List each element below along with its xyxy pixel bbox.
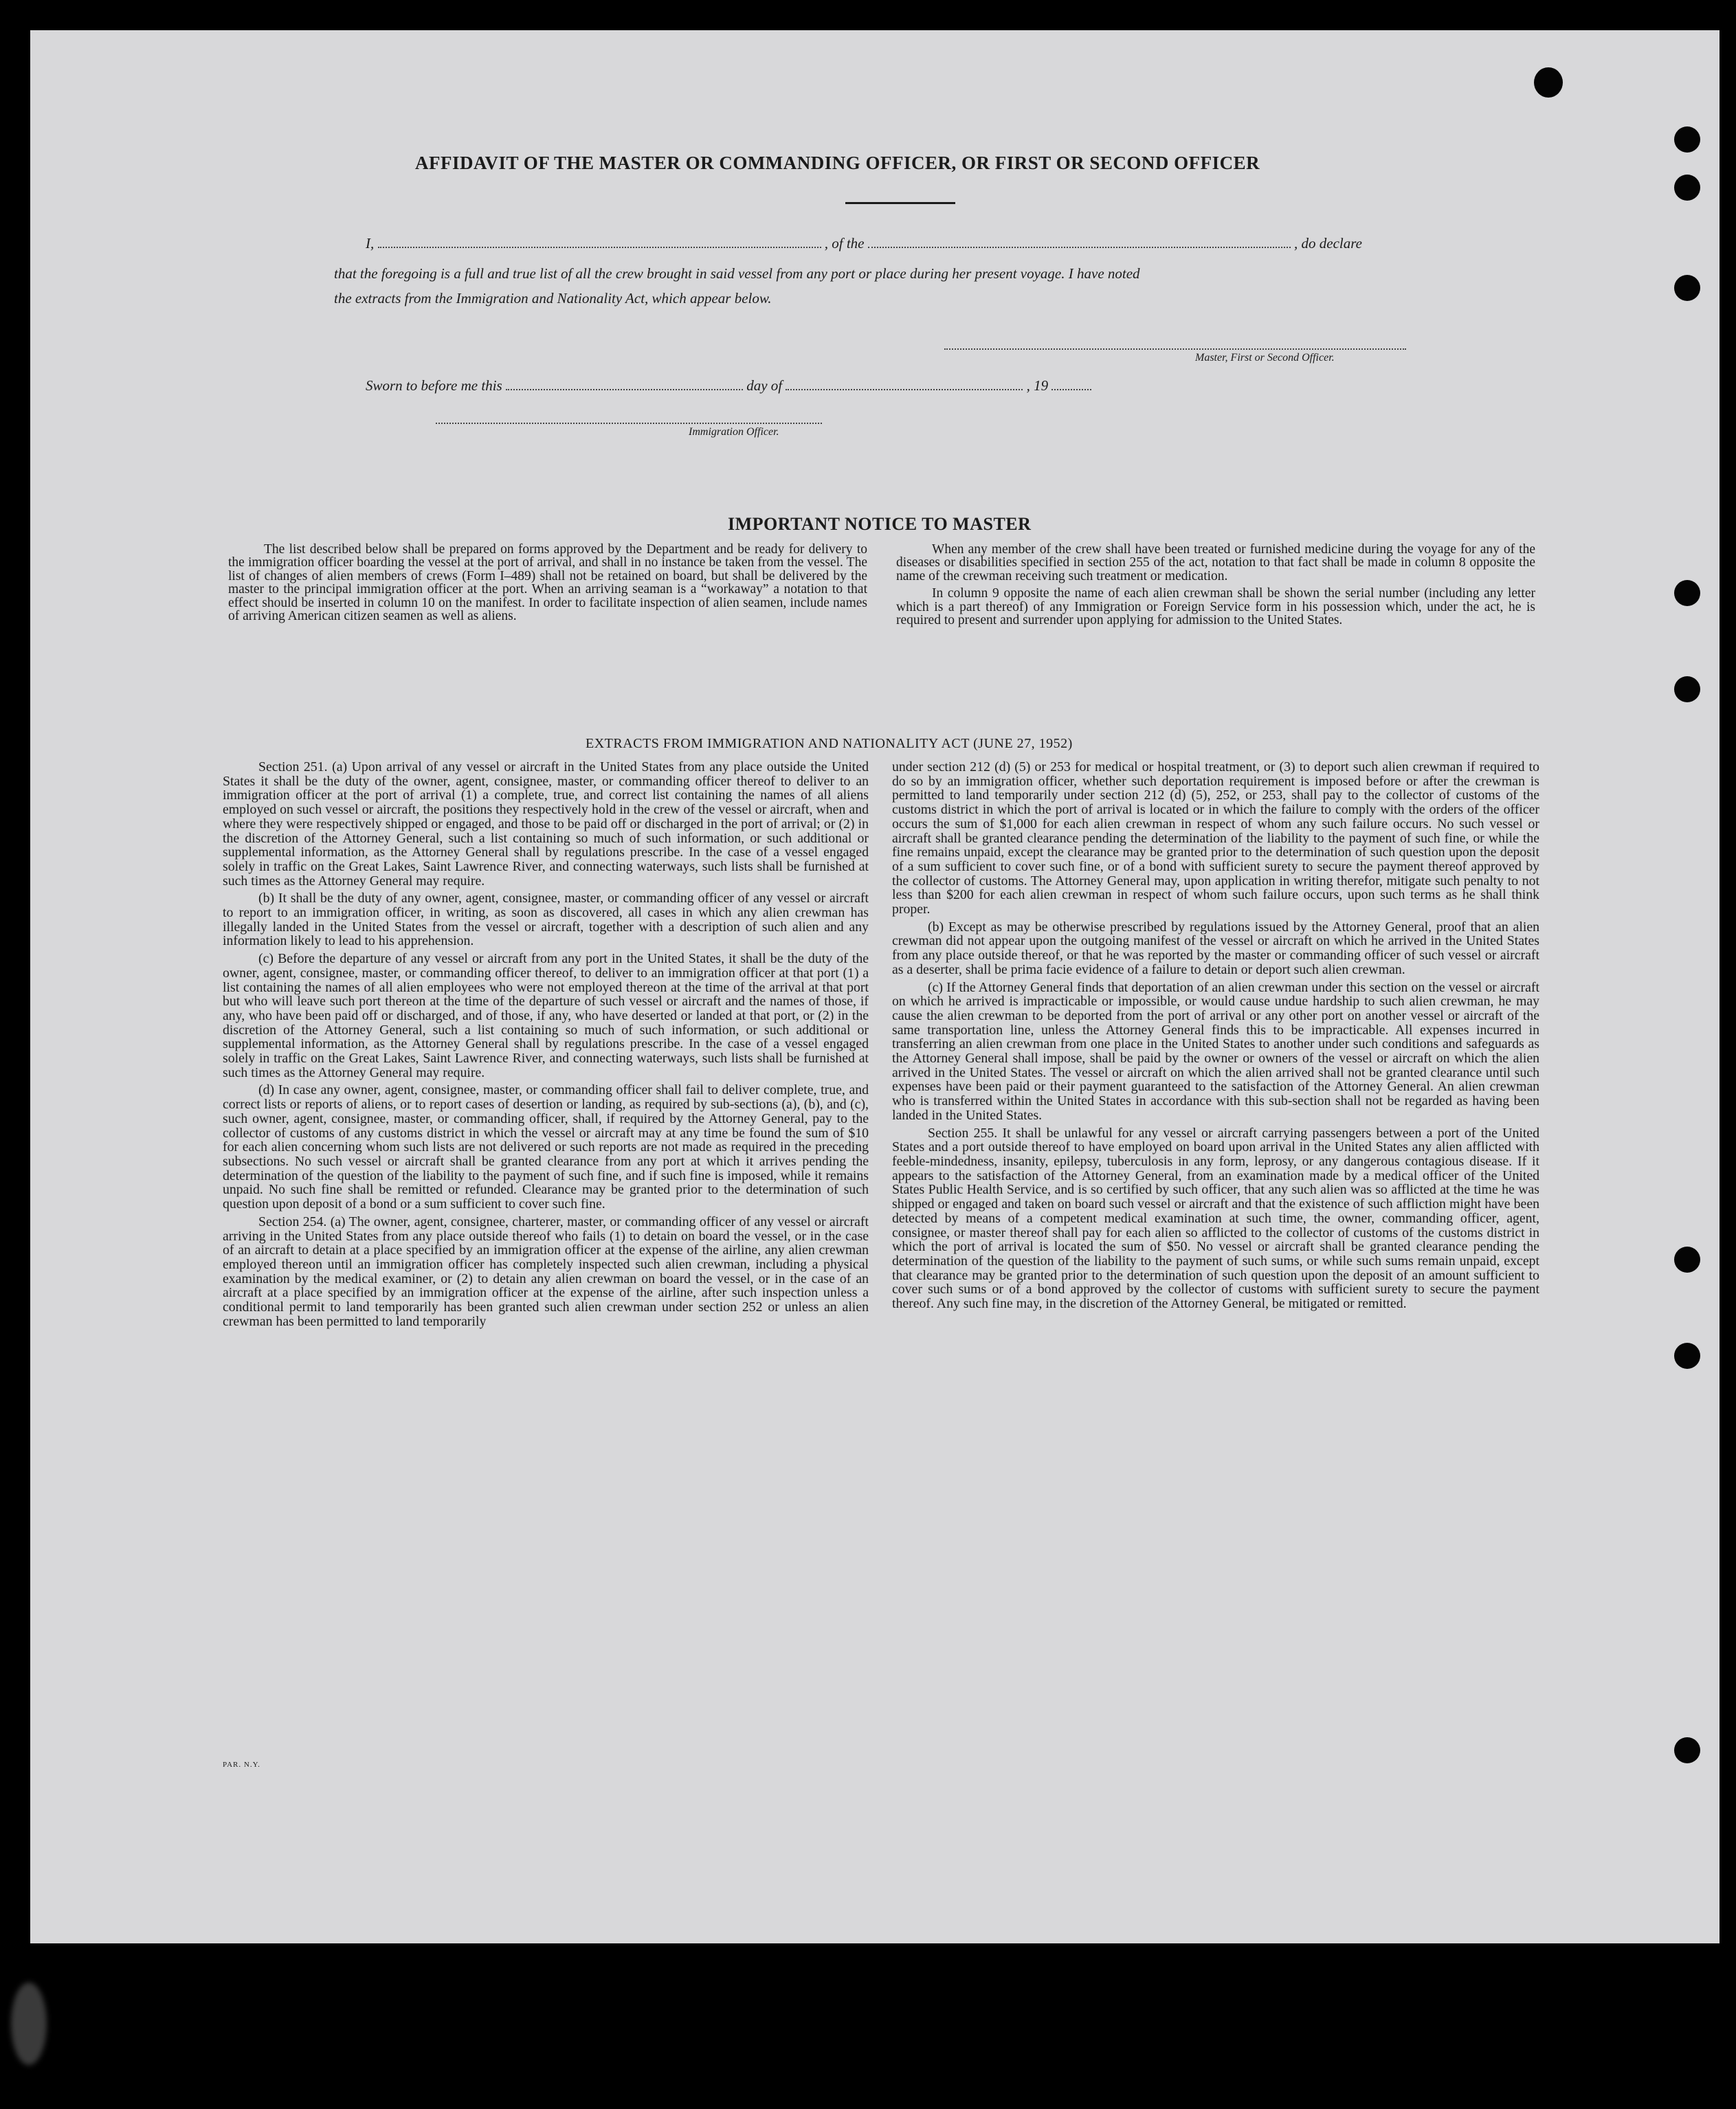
affidavit-title: AFFIDAVIT OF THE MASTER OR COMMANDING OFFICER, OR FIRST OR SECOND OFFICER	[415, 153, 1260, 173]
sworn-day-blank	[506, 388, 743, 390]
master-signature-line	[944, 337, 1406, 354]
officer-caption: Immigration Officer.	[689, 426, 779, 438]
sworn-prefix: Sworn to before me this	[366, 377, 502, 394]
extracts-left-column	[223, 760, 869, 1332]
statement-line-2: the extracts from the Immigration and Nationality Act, which appear below.	[334, 290, 772, 306]
binder-hole	[1674, 580, 1700, 606]
declare-end: , do declare	[1294, 235, 1362, 252]
sworn-year-prefix: , 19	[1026, 377, 1049, 394]
vessel-blank	[868, 245, 1291, 248]
binder-hole-top	[1534, 67, 1563, 98]
notice-right-paragraph-2: In column 9 opposite the name of each alien crewman shall be shown the serial number (including any letter which is a part thereof) of any Immigration or Foreign Service form in his possession which, under the act, he is required to present and surrender upon applying for admission to the United States.	[896, 586, 1535, 628]
notice-title: IMPORTANT NOTICE TO MASTER	[728, 514, 1032, 534]
notice-right-column	[896, 543, 1535, 631]
notice-left-paragraph: The list described below shall be prepared on forms approved by the Department and be ready for delivery to the immigration officer boarding the vessel at the port of arrival, and shall in no instance be taken from the vessel. The list of changes of alien members of crews (Form I–489) shall not be retained on board, but shall be delivered by the master to the principal immigration officer at the port. When an arriving seaman is a “workaway” a notation to that effect should be inserted in column 10 on the manifest. In order to facilitate inspection of alien seamen, include names of arriving American citizen seamen as well as aliens.	[228, 542, 867, 624]
binder-hole	[1674, 1737, 1700, 1763]
sworn-day-of: day of	[746, 377, 783, 394]
statement-line-1: that the foregoing is a full and true list of all the crew brought in said vessel from any port or place during her present voyage. I have noted	[334, 265, 1140, 282]
extract-paragraph: (c) Before the departure of any vessel or aircraft from any port in the United States, it shall be the duty of the owner, agent, consignee, master, or commanding officer thereof, to deliver to an immigration officer at that port (1) a list containing the names of all alien employees who were not employed thereon at the time of the arrival at that port but who will leave such port thereon at the time of the departure of such vessel or aircraft and the names of those, if any, who have been paid off or discharged, and of those, if any, who have deserted or landed at that port, or (2) in the discretion of the Attorney General, such a list containing so much of such information, or such additional or supplemental information, as the Attorney General shall by regulations prescribe. In the case of a vessel engaged solely in traffic on the Great Lakes, Saint Lawrence River, and connecting waterways, such lists shall be furnished at such times as the Attorney General may require.	[223, 951, 869, 1080]
extract-paragraph: (c) If the Attorney General finds that deportation of an alien crewman under this section on the vessel or aircraft on which he arrived is impracticable or impossible, or would cause undue hardship to such alien crewman, he may cause the alien crewman to be deported from the port of arrival or any other port on another vessel or aircraft of the same transportation line, unless the Attorney General finds this to be impracticable. All expenses incurred in transferring an alien crewman from one place in the United States to another under such conditions and safeguards as the Attorney General shall impose, shall be paid by the owner or owners of the vessel or aircraft on which the alien arrived in the United States. The vessel or aircraft on which the alien arrived shall not be granted clearance until such expenses have been paid or their payment guaranteed to the satisfaction of the Attorney General. An alien crewman who is transferred within the United States in accordance with this sub-section shall not be regarded as having been landed in the United States.	[892, 979, 1539, 1123]
extracts-title: EXTRACTS FROM IMMIGRATION AND NATIONALITY ACT (JUNE 27, 1952)	[586, 736, 1073, 751]
binder-hole	[1674, 126, 1700, 153]
extract-paragraph: Section 251. (a) Upon arrival of any vessel or aircraft in the United States from any place outside the United States it shall be the duty of the owner, agent, consignee, master, or commanding officer thereof to deliver to an immigration officer at the port of arrival (1) a complete, true, and correct list containing the names of all aliens employed on such vessel or aircraft, the positions they respectively hold in the crew of the vessel or aircraft, when and where they were respectively shipped or engaged, and those to be paid off or discharged in the port of arrival; or (2) in the discretion of the Attorney General, such a list containing so much of such information, or such additional or supplemental information, as the Attorney General shall by regulations prescribe. In the case of a vessel engaged solely in traffic on the Great Lakes, Saint Lawrence River, and connecting waterways, such lists shall be furnished at such times as the Attorney General may require.	[223, 759, 869, 889]
declare-of-the: , of the	[824, 235, 865, 252]
declaration-line	[366, 235, 1362, 252]
extract-paragraph: under section 212 (d) (5) or 253 for medical or hospital treatment, or (3) to deport such alien crewman if required to do so by an immigration officer, whether such deportation requirement is imposed before or after the crewman is permitted to land temporarily under section 212 (d) (5), 252, or 253, shall pay to the collector of customs of the customs district in which the port of arrival is located or in which the failure to comply with the orders of the officer occurs the sum of $1,000 for each alien crewman in respect of whom any such failure occurs. No such vessel or aircraft shall be granted clearance pending the determination of the liability to the payment of such fine, or while the fine remains unpaid, except the clearance may be granted prior to the determination of such question upon the deposit of a sum sufficient to cover such fine, or of a bond with sufficient surety to secure the payment thereof approved by the collector of customs. The Attorney General may, upon application in writing therefor, mitigate such penalty to not less than $200 for each alien crewman in respect of whom such failure occurs, upon such terms as he shall think proper.	[892, 759, 1539, 917]
binder-hole	[1674, 275, 1700, 301]
binder-hole	[1674, 1343, 1700, 1369]
extracts-right-column	[892, 760, 1539, 1315]
title-divider	[845, 202, 955, 204]
binder-hole	[1674, 676, 1700, 702]
scan-artifact	[11, 1983, 47, 2065]
notice-left-column	[228, 543, 867, 627]
binder-hole	[1674, 175, 1700, 201]
printer-mark: PAR. N.Y.	[223, 1761, 260, 1769]
extract-paragraph: (d) In case any owner, agent, consignee, master, or commanding officer shall fail to deliver complete, true, and correct lists or reports of aliens, or to report cases of desertion or landing, as required by sub-sections (a), (b), and (c), such owner, agent, consignee, master, or commanding officer, shall, if required by the Attorney General, pay to the collector of customs of any customs district in which the vessel or aircraft may at any time be found the sum of $10 for each alien concerning whom such lists are not delivered or such reports are not made as required in the preceding subsections. No such vessel or aircraft shall be granted clearance from any port at which it arrives pending the determination of the question of the liability to the payment of such fine, and if such fine is imposed, while it remains unpaid. No such fine shall be remitted or refunded. Clearance may be granted prior to the determination of such question upon deposit of a bond or a sum sufficient to cover such fine.	[223, 1082, 869, 1212]
document-page	[30, 30, 1720, 1943]
notice-right-paragraph-1: When any member of the crew shall have been treated or furnished medicine during the voyage for any of the diseases or disabilities specified in section 255 of the act, notation to that fact shall be made in column 8 opposite the name of the crewman receiving such treatment or medication.	[896, 542, 1535, 583]
sworn-month-blank	[786, 388, 1023, 390]
extract-paragraph: Section 255. It shall be unlawful for any vessel or aircraft carrying passengers between a port of the United States and a port outside thereof to have employed on board upon arrival in the United States any alien afflicted with feeble-mindedness, insanity, epilepsy, tuberculosis in any form, leprosy, or any dangerous contagious disease. If it appears to the satisfaction of the Attorney General, from an examination made by a medical officer of the United States Public Health Service, and is so certified by such officer, that any such alien was so afflicted at the time he was shipped or engaged and taken on board such vessel or aircraft and that the existence of such affliction might have been detected by means of a competent medical examination at such time, the owner, commanding officer, agent, consignee, or master thereof shall pay for each alien so afflicted to the collector of customs of the customs district in which the port of arrival is located the sum of $50. No vessel or aircraft shall be granted clearance pending the determination of the question of the liability to the payment of such sums, or while such sums remain unpaid, except that clearance may be granted prior to the determination of such question upon the deposit of an amount sufficient to cover such sums or of a bond approved by the collector of customs with sufficient surety to secure the payment thereof. Any such fine may, in the discretion of the Attorney General, be mitigated or remitted.	[892, 1125, 1539, 1312]
master-caption: Master, First or Second Officer.	[1195, 352, 1335, 364]
sworn-line	[366, 377, 1091, 394]
declare-i: I,	[366, 235, 375, 252]
name-blank	[378, 245, 821, 248]
binder-hole	[1674, 1247, 1700, 1273]
extract-paragraph: (b) It shall be the duty of any owner, agent, consignee, master, or commanding officer of any vessel or aircraft to report to an immigration officer, in writing, as soon as discovered, all cases in which any alien crewman has illegally landed in the United States from the vessel or aircraft, together with a description of such alien and any information likely to lead to his apprehension.	[223, 891, 869, 949]
sworn-year-blank	[1051, 388, 1091, 390]
extract-paragraph: (b) Except as may be otherwise prescribed by regulations issued by the Attorney General, proof that an alien crewman did not appear upon the outgoing manifest of the vessel or aircraft on which he arrived in the United States from any place outside thereof, or that he was reported by the master or commanding officer of such vessel or aircraft as a deserter, shall be prima facie evidence of a failure to detain or deport such alien crewman.	[892, 919, 1539, 977]
extract-paragraph: Section 254. (a) The owner, agent, consignee, charterer, master, or commanding officer of any vessel or aircraft arriving in the United States from any place outside thereof who fails (1) to detain on board the vessel, or in the case of an aircraft to detain at a place specified by an immigration officer at the expense of the airline, any alien crewman employed thereon until an immigration officer has completely inspected such alien crewman, including a physical examination by the medical examiner, or (2) to detain any alien crewman on board the vessel, or in the case of an aircraft at a place specified by an immigration officer at the expense of the airline, after such inspection unless a conditional permit to land temporarily has been granted such alien crewman under section 252 or unless an alien crewman has been permitted to land temporarily	[223, 1214, 869, 1329]
